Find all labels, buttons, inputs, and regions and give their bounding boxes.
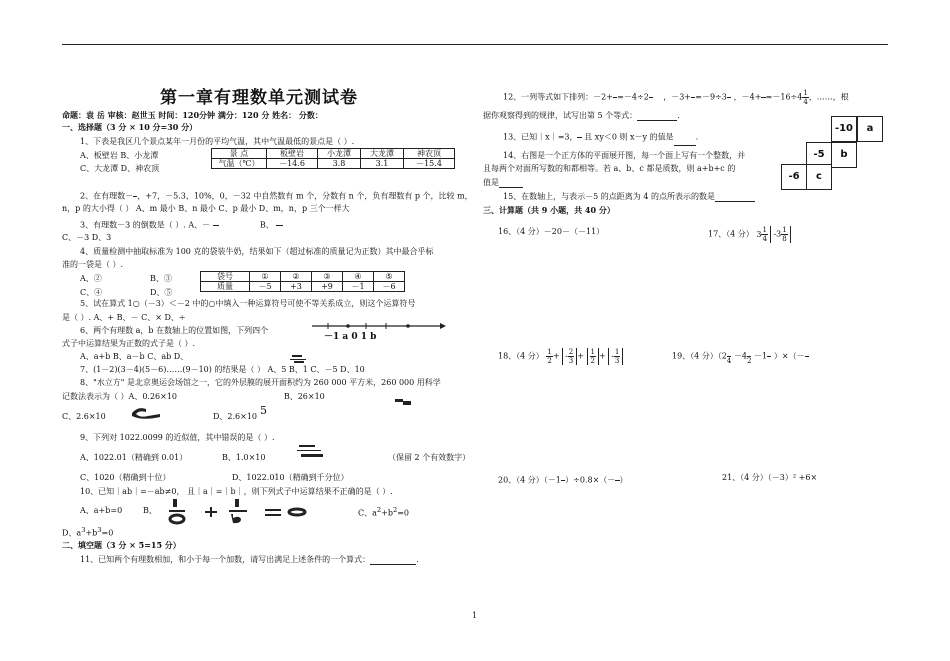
cube-face-neg10: -10 — [831, 116, 857, 142]
bag-header: ③ — [312, 272, 343, 282]
answer-blank[interactable] — [715, 193, 755, 202]
q20-part: ） — [619, 475, 628, 485]
q18-text: 18、（4 分） — [498, 351, 544, 361]
question-8-line-2 — [62, 391, 325, 402]
q10-d-text-b: +b — [85, 528, 98, 538]
question-2-text-a: 2、在有理数－ — [80, 191, 134, 201]
temp-cell: －14.6 — [267, 159, 318, 169]
fraction-glyph — [213, 217, 219, 234]
cube-face-a: a — [857, 116, 883, 142]
bag-cell: 质量 — [201, 282, 250, 292]
q10-d-text-a: D、a — [62, 528, 82, 538]
question-14-line-2: 且每两个对面所写数的和都相等。若 a、b、c 都是质数，则 a+b+c 的 — [483, 164, 736, 173]
number-line — [312, 322, 446, 342]
answer-blank[interactable] — [499, 179, 523, 188]
section-1-heading: 一、选择题（3 分 × 10 分=30 分） — [62, 122, 198, 132]
question-10: 10、已知｜ab｜=－ab≠0， 且｜a｜=｜b｜，则下列式子中运算结果不正确的是（ ）. — [80, 487, 393, 496]
fraction-glyph: $\frac{1}{4}$ — [762, 226, 767, 243]
q15-text: 15、在数轴上，与表示－5 的点距离为 4 的点所表示的数是 — [503, 192, 715, 201]
question-12-line-2: 据你观察得到的规律，试写出第 5 个等式： . — [483, 111, 680, 120]
question-10-option-d: D、$a^3+b^3=0$ — [62, 526, 114, 538]
fraction-glyph — [805, 348, 809, 365]
q10-c-text: C、a — [358, 508, 377, 518]
question-12-line-1 — [503, 89, 849, 106]
question-18: 18、（4 分） $\frac{1}{2}$ + - $\frac{2}{3}$ + $\frac{1}{2}$ + - $\frac{1}{3}$ — [498, 348, 623, 365]
page-number: 1 — [472, 611, 478, 620]
fraction-glyph — [577, 129, 581, 146]
question-15 — [503, 191, 755, 202]
question-16: 16、（4 分）－20－（－11） — [498, 227, 605, 236]
question-9-option-d: D、1022.010（精确到千分位） — [232, 473, 349, 482]
question-6-line-1: 6、两个有理数 a，b 在数轴上的位置如图，下列四个 — [80, 326, 269, 335]
fraction-glyph: $\frac{1}{4}$ — [803, 89, 808, 106]
fraction-glyph: $\frac{1}{2}$ — [590, 348, 595, 365]
temperature-table — [211, 148, 455, 169]
q12-part: ，－4+ — [733, 92, 762, 102]
q12-part: 12、一列等式如下排列：－2+ — [503, 92, 613, 102]
cube-face-neg5: -5 — [806, 142, 832, 168]
number-line-labels: －1 a 0 1 b — [324, 332, 377, 342]
q19-part: －1 — [754, 351, 768, 361]
q20-part: 20、（4 分）（－1 — [498, 475, 561, 485]
header-rule — [62, 44, 888, 45]
page-title: 第一章有理数单元测试卷 — [160, 88, 358, 108]
q13-part: 且 xy＜0 则 x－y 的值是 — [584, 132, 674, 142]
q12-part: ，……，根 — [808, 92, 849, 102]
temp-header: 景 点 — [212, 149, 267, 159]
bag-header: ⑤ — [374, 272, 405, 282]
question-4-line-2: 准的一袋是（ ）. — [62, 260, 124, 269]
question-17: 17、（4 分） 3 $\frac{1}{4}$ -3 $\frac{1}{8}$ — [708, 226, 791, 243]
question-4-option-b: B、③ — [150, 274, 172, 283]
q19-part: 19、（4 分）（2 — [672, 351, 727, 361]
fraction-glyph: 2 — [747, 348, 751, 365]
question-20 — [498, 472, 628, 489]
question-3-option-b: B、 — [259, 220, 274, 230]
question-9-option-a: A、1022.01（精确到 0.01） — [80, 453, 188, 462]
question-11-text: 11、已知两个有理数相加，和小于每一个加数，请写出满足上述条件的一个算式： — [80, 555, 371, 564]
q10-d-text-c: =0 — [101, 528, 114, 538]
question-9-option-b: B、1.0×10 — [222, 453, 266, 462]
question-7: 7、(1－2)(3－4)(5－6)……(9－10) 的结果是（ ） A、5 B、1 C、－5 D、10 — [80, 365, 365, 374]
q20-part: ）÷0.8×（－ — [565, 475, 616, 485]
bag-header: ④ — [343, 272, 374, 282]
question-5-line-2: 是（ ）. A、+ B、－ C、× D、÷ — [62, 313, 186, 322]
question-11: 11、已知两个有理数相加，和小于每一个加数，请写出满足上述条件的一个算式： . — [80, 555, 419, 564]
bag-table — [200, 271, 405, 292]
question-2-text-b: ，+7，－5.3，10%，0，－32 中自然数有 m 个，分数有 n 个，负有理数有 p 个，比较 m， — [137, 191, 473, 201]
question-8-line-1: 8、"水立方" 是北京奥运会场馆之一，它的外层膜的展开面积约为 260 000 平方米，260 000 用科学 — [80, 378, 441, 387]
question-10-option-b: B、 — [143, 506, 157, 515]
q12-part: 据你观察得到的规律，试写出第 5 个等式： — [483, 111, 638, 120]
question-8-option-d-exponent: 5 — [260, 404, 267, 417]
question-4-option-a: A、② — [80, 274, 102, 283]
question-1-options-cd: C、大龙潭 D、神农顶 — [80, 164, 160, 173]
question-6-options: A、a+b B、a－b C、ab D、 — [80, 352, 189, 361]
question-2-options: n，p 的大小得（ ） A、m 最小 B、n 最小 C、p 最小 D、m，n，p 三个一样大 — [62, 204, 350, 213]
question-4-line-1: 4、质量检测中抽取标准为 100 克的袋装牛奶，结果如下（超过标准的质量记为正数）其中最合乎标 — [80, 247, 434, 256]
temp-cell: 3.8 — [318, 159, 361, 169]
question-21: 21、（4 分）（－3）² +6× — [722, 473, 818, 482]
question-14-line-1: 14、右图是一个正方体的平面展开图，每一个面上写有一个整数，并 — [503, 151, 746, 160]
cube-face-neg6: -6 — [781, 164, 807, 190]
q19-part: －4 — [733, 351, 748, 361]
exponent-glyph — [128, 405, 162, 424]
question-10-option-c: C、$a^2+b^2=0$ — [358, 506, 410, 518]
fraction-glyph: 4 — [727, 348, 731, 365]
cube-face-b: b — [831, 142, 857, 168]
question-10-option-a: A、a+b=0 — [80, 506, 123, 515]
question-14-line-3 — [483, 177, 523, 188]
header-info: 命题：袁 岳 审核：赵世玉 时间：120分钟 满分：120 分 姓名： 分数： — [62, 110, 323, 120]
question-1: 1、下表是我区几个景点某年一月份的平均气温，其中气温最低的景点是（ ）. — [80, 137, 355, 146]
fraction-glyph — [290, 349, 308, 359]
question-6-line-2: 式子中运算结果为正数的式子是（ ）. — [62, 339, 196, 348]
q14-part: 值是 — [483, 178, 499, 187]
question-8-option-c: C、2.6×10 — [62, 412, 106, 421]
fraction-glyph — [649, 89, 653, 106]
question-9: 9、下列对 1022.0099 的近似值，其中错误的是（ ）. — [80, 433, 275, 442]
q17-text: 17、（4 分） — [708, 229, 754, 239]
temp-header: 板壁岩 — [267, 149, 318, 159]
exponent-glyph — [395, 392, 413, 411]
answer-blank[interactable] — [370, 556, 416, 565]
cube-face-c: c — [806, 164, 832, 190]
q12-part: =－16÷4 — [765, 92, 803, 102]
fraction-glyph — [767, 348, 771, 365]
exponent-glyph — [297, 445, 325, 465]
q12-part: =－4÷2 — [617, 92, 649, 102]
bag-cell: －1 — [343, 282, 374, 292]
question-5-line-1: 5、试在算式 1○（－3）＜－2 中的○中填入一种运算符号可使不等关系成立，则这个运算符号 — [80, 299, 416, 308]
bag-header: ① — [250, 272, 281, 282]
temp-header: 神农顶 — [404, 149, 455, 159]
bag-header: 袋号 — [201, 272, 250, 282]
bag-cell: －5 — [250, 282, 281, 292]
question-8-option-a: 记数法表示为（ ）A、0.26×10 — [62, 392, 178, 401]
bag-header: ② — [281, 272, 312, 282]
fraction-glyph: $\frac{2}{3}$ — [568, 348, 574, 365]
question-8-option-b: B、26×10 — [283, 392, 325, 401]
temp-cell: 3.1 — [361, 159, 404, 169]
question-4-option-d: D、⑤ — [150, 288, 173, 297]
question-1-options-ab: A、板壁岩 B、小龙潭 — [80, 151, 159, 160]
section-3-heading: 三、计算题（共 9 小题，共 40 分） — [483, 205, 615, 215]
question-8-option-d: D、2.6×10 — [213, 412, 258, 421]
answer-blank[interactable] — [674, 137, 696, 146]
bag-cell: －6 — [374, 282, 405, 292]
fraction-glyph: $\frac{1}{2}$ — [547, 348, 552, 365]
question-9-option-c: C、1020（精确到十位） — [80, 473, 171, 482]
fraction-expression-glyph — [165, 499, 315, 529]
question-9-option-b-note: （保留 2 个有效数字） — [388, 453, 471, 462]
question-19 — [672, 348, 809, 365]
bag-cell: +9 — [312, 282, 343, 292]
question-3-text: 3、有理数－3 的倒数是（ ）. A、－ — [80, 220, 211, 230]
q12-part: ，－3+ — [663, 92, 692, 102]
question-13: 13、已知｜x｜=3， 且 xy＜0 则 x－y 的值是 . — [503, 129, 698, 146]
fraction-glyph — [276, 217, 282, 234]
bag-cell: +3 — [281, 282, 312, 292]
fraction-glyph — [727, 89, 731, 106]
q12-part: =－9÷3 — [695, 92, 727, 102]
answer-blank[interactable] — [637, 112, 677, 121]
fraction-glyph: $\frac{1}{8}$ — [782, 226, 787, 243]
question-3-options-cd: C、－3 D、3 — [62, 233, 112, 242]
temp-header: 小龙潭 — [318, 149, 361, 159]
temp-header: 大龙潭 — [361, 149, 404, 159]
temp-cell: 气温（℃） — [212, 159, 267, 169]
temp-cell: －15.4 — [404, 159, 455, 169]
q13-part: 13、已知｜x｜=3， — [503, 132, 578, 142]
q19-part: ）×（－ — [773, 351, 805, 361]
fraction-glyph: $\frac{1}{3}$ — [614, 348, 620, 365]
section-2-heading: 二、填空题（3 分 × 5=15 分） — [62, 540, 181, 550]
question-4-option-c: C、④ — [80, 288, 103, 297]
